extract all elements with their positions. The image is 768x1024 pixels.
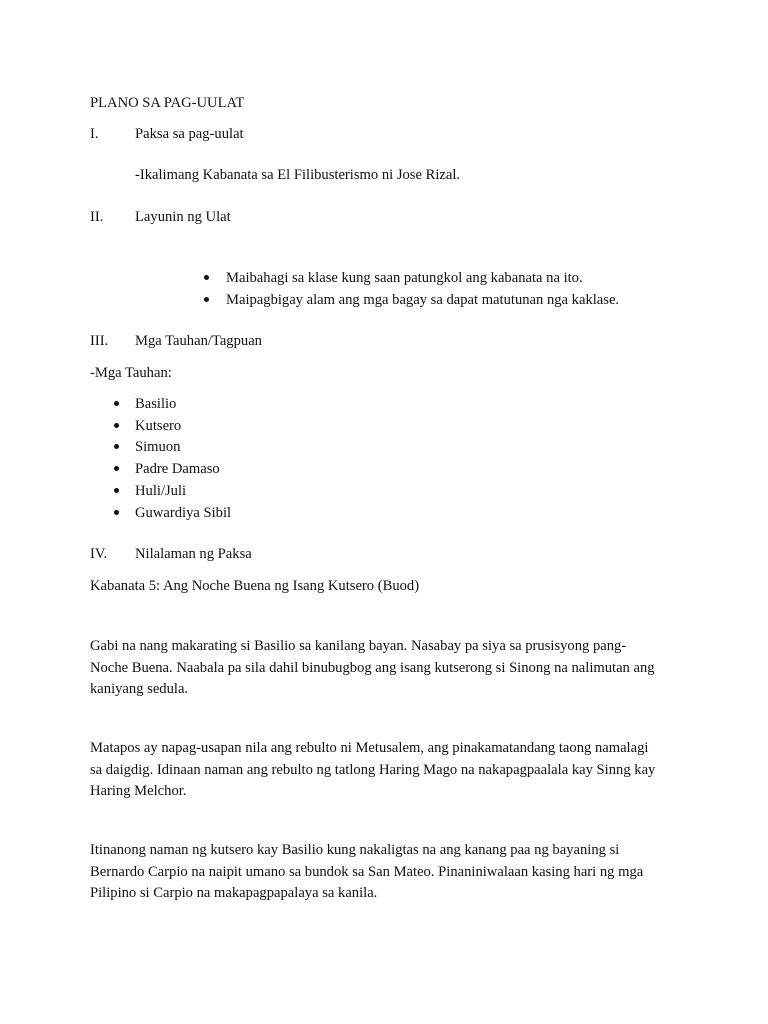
paragraph-line: Gabi na nang makarating si Basilio sa kanilang bayan. Nasabay pa siya sa prusisyong pang- — [90, 638, 627, 654]
character-item: Kutsero — [135, 418, 182, 434]
paragraph-line: Itinanong naman ng kutsero kay Basilio kung nakaligtas na ang kanang paa ng bayaning si — [90, 842, 620, 858]
summary-paragraph-1 — [90, 636, 680, 701]
character-item: Huli/Juli — [135, 483, 187, 499]
paragraph-line: sa daigdig. Idinaan naman ang rebulto ng tatlong Haring Mago na nakapagpaalala kay Sinng kay — [90, 761, 656, 778]
section-3-heading: Mga Tauhan/Tagpuan — [135, 333, 262, 349]
bullet-icon — [114, 444, 119, 449]
bullet-icon — [204, 297, 209, 302]
bullet-icon — [114, 401, 119, 406]
summary-paragraph-2 — [90, 738, 680, 803]
section-1-heading: Paksa sa pag-uulat — [135, 126, 244, 142]
section-2-heading: Layunin ng Ulat — [135, 209, 231, 225]
character-item: Padre Damaso — [135, 461, 220, 477]
section-1-detail: -Ikalimang Kabanata sa El Filibusterismo ni Jose Rizal. — [135, 167, 461, 183]
bullet-icon — [114, 423, 119, 428]
bullet-icon — [204, 275, 209, 280]
objective-item-1: Maibahagi sa klase kung saan patungkol ang kabanata na ito. — [226, 270, 583, 286]
summary-paragraph-3 — [90, 840, 680, 905]
characters-subheading: -Mga Tauhan: — [90, 365, 172, 381]
bullet-icon — [114, 510, 119, 515]
section-4-number: IV. — [90, 546, 108, 562]
character-item: Simuon — [135, 439, 181, 455]
section-1-number: I. — [90, 126, 99, 142]
character-item: Guwardiya Sibil — [135, 505, 232, 521]
objective-item-2: Maipagbigay alam ang mga bagay sa dapat matutunan nga kaklase. — [226, 292, 620, 308]
paragraph-line: kaniyang sedula. — [90, 681, 189, 697]
bullet-icon — [114, 466, 119, 471]
paragraph-line: Pilipino si Carpio na makapagpapalaya sa kanila. — [90, 885, 378, 901]
paragraph-line: Bernardo Carpio na naipit umano sa bundok sa San Mateo. Pinaniniwalaan kasing hari ng mga — [90, 863, 644, 880]
character-item: Basilio — [135, 396, 177, 412]
paragraph-line: Noche Buena. Naabala pa sila dahil binubugbog ang isang kutserong si Sinong na nalimutan ang — [90, 659, 655, 676]
chapter-title: Kabanata 5: Ang Noche Buena ng Isang Kutsero (Buod) — [90, 578, 420, 594]
section-2-number: II. — [90, 209, 104, 225]
bullet-icon — [114, 488, 119, 493]
document-title: PLANO SA PAG-UULAT — [90, 95, 245, 111]
section-3-number: III. — [90, 333, 109, 349]
paragraph-line: Matapos ay napag-usapan nila ang rebulto ni Metusalem, ang pinakamatandang taong namalagi — [90, 740, 649, 756]
paragraph-line: Haring Melchor. — [90, 783, 187, 799]
section-4-heading: Nilalaman ng Paksa — [135, 546, 252, 562]
